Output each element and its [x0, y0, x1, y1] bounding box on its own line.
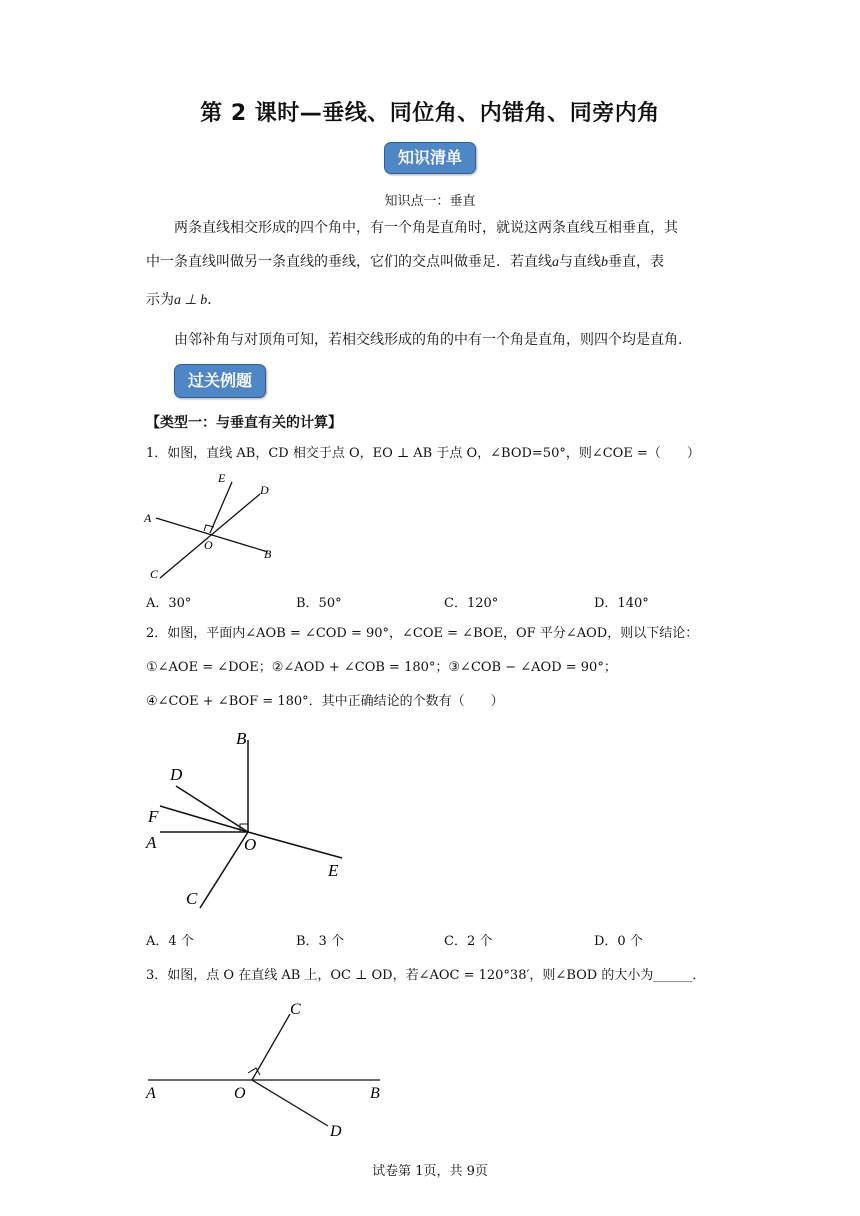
definition-line-1: 两条直线相交形成的四个角中，有一个角是直角时，就说这两条直线互相垂直，其	[174, 220, 678, 236]
q2-label-a: A	[146, 833, 157, 852]
q2-option-a: A．4 个	[146, 934, 194, 949]
q2-label-f: F	[148, 807, 159, 826]
q1-option-b: B．50°	[296, 596, 342, 611]
q3-label-b: B	[370, 1085, 380, 1102]
variable-a: a	[552, 255, 559, 270]
section-badge-knowledge: 知识清单	[384, 142, 476, 174]
q3-label-c: C	[290, 1001, 301, 1018]
q3-text: 3．如图，点 O 在直线 AB 上，OC ⊥ OD，若∠AOC = 120°38′，则∠BOD 的大小为______．	[146, 968, 706, 983]
q2-line-2: ①∠AOE = ∠DOE；②∠AOD + ∠COB = 180°；③∠COB − ∠AOD = 90°；	[146, 660, 617, 675]
q3-label-a: A	[146, 1085, 156, 1102]
q2-option-c: C．2 个	[444, 934, 493, 949]
definition-line-2a: 中一条直线叫做另一条直线的垂线，它们的交点叫做垂足．若直线	[146, 254, 552, 270]
perpendicular-notation: a ⊥ b	[174, 293, 208, 308]
definition-line-3b: ．	[207, 292, 222, 308]
q1-label-c: C	[150, 567, 159, 581]
q1-label-o: O	[204, 538, 213, 552]
q2-line-1: 2．如图，平面内∠AOB = ∠COD = 90°，∠COE = ∠BOE，OF 平分∠AOD，则以下结论：	[146, 626, 699, 641]
q1-label-d: D	[260, 483, 269, 497]
q2-label-o: O	[244, 835, 257, 854]
q3-label-d: D	[330, 1123, 342, 1140]
page-footer: 试卷第 1页，共 9页	[372, 1164, 488, 1179]
definition-line-2b: 与直线	[559, 254, 601, 270]
definition-line-2c: 垂直，表	[608, 254, 664, 270]
q2-option-d: D．0 个	[594, 934, 643, 949]
section-badge-examples: 过关例题	[174, 364, 266, 398]
q2-label-e: E	[328, 861, 339, 880]
q2-label-d: D	[170, 765, 183, 784]
q3-label-o: O	[234, 1085, 246, 1102]
q1-label-a: A	[144, 511, 152, 525]
q1-option-c: C．120°	[444, 596, 499, 611]
page-title: 第 2 课时—垂线、同位角、内错角、同旁内角	[200, 101, 660, 126]
definition-line-2	[146, 250, 664, 275]
q3-figure	[140, 992, 400, 1142]
type-heading: 【类型一：与垂直有关的计算】	[146, 415, 342, 431]
q2-label-b: B	[236, 729, 247, 748]
q2-figure	[140, 726, 370, 916]
q1-text: 1．如图，直线 AB，CD 相交于点 O，EO ⊥ AB 于点 O，∠BOD=50°，则∠COE =（ ）	[146, 446, 700, 461]
q1-label-e: E	[218, 471, 226, 485]
q2-line-3: ④∠COE + ∠BOF = 180°．其中正确结论的个数有（ ）	[146, 694, 504, 709]
definition-line-3a: 示为	[146, 292, 174, 308]
q1-option-a: A．30°	[146, 596, 192, 611]
q1-option-d: D．140°	[594, 596, 649, 611]
remark-text: 由邻补角与对顶角可知，若相交线形成的角的中有一个角是直角，则四个均是直角．	[174, 332, 692, 348]
q1-label-b: B	[264, 547, 272, 561]
q2-label-c: C	[186, 889, 198, 908]
q2-option-b: B．3 个	[296, 934, 344, 949]
definition-line-3	[146, 288, 221, 313]
knowledge-point-heading: 知识点一：垂直	[384, 194, 476, 209]
q1-figure	[140, 468, 300, 586]
variable-b: b	[601, 255, 608, 270]
